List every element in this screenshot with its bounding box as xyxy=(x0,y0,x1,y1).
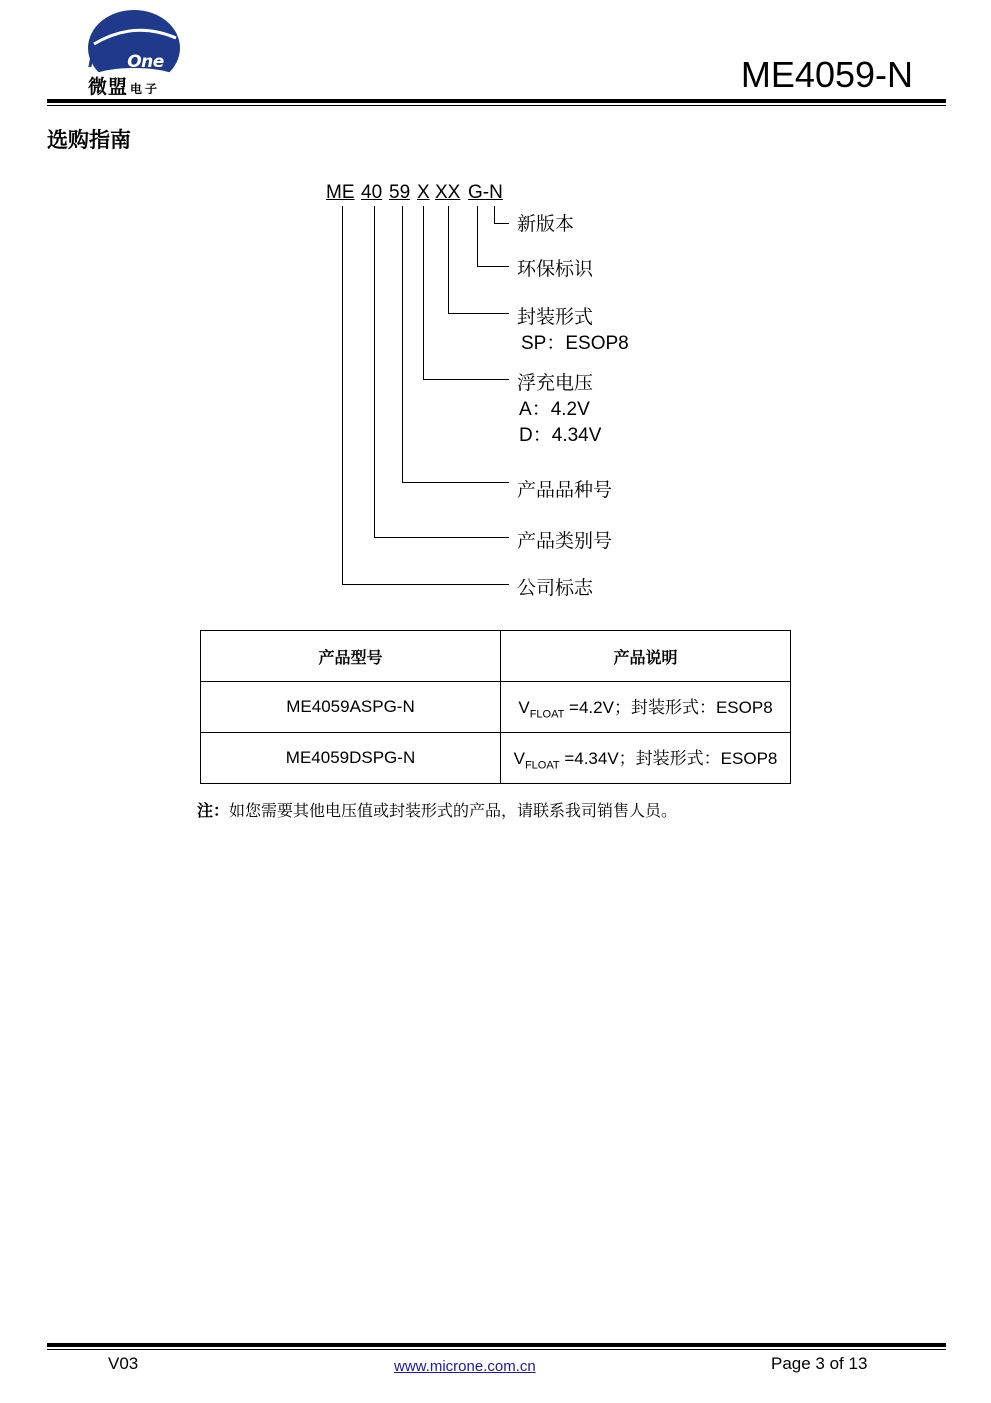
code-segment-company: ME xyxy=(326,182,355,203)
ordering-note: 注：如您需要其他电压值或封装形式的产品，请联系我司销售人员。 xyxy=(197,801,678,820)
leader-eco xyxy=(477,206,478,266)
label-float-voltage: 浮充电压 xyxy=(517,372,594,394)
leader-voltage-h xyxy=(423,379,509,380)
label-voltage-a: A：4.2V xyxy=(519,398,590,420)
table-header-row xyxy=(201,631,791,682)
website-link[interactable]: www.microne.com.cn xyxy=(394,1358,536,1375)
cell-description: $V_{FLOAT} =4.2V$；封装形式：ESOP8 xyxy=(501,682,791,733)
footer-page-number: Page 3 of 13 xyxy=(771,1354,868,1373)
label-package: 封装形式 xyxy=(517,306,594,328)
table-row xyxy=(201,682,791,733)
footer-version: V03 xyxy=(108,1354,139,1373)
cell-model: ME4059ASPG-N xyxy=(201,682,501,733)
leader-voltage xyxy=(423,206,424,379)
leader-package xyxy=(448,206,449,313)
label-new-version: 新版本 xyxy=(517,213,575,235)
leader-variant-h xyxy=(402,482,509,483)
footer-website[interactable] xyxy=(394,1356,536,1376)
code-segment-category: 40 xyxy=(361,182,383,203)
leader-company xyxy=(342,206,343,584)
header-rule-thick xyxy=(47,99,946,103)
label-product-variant: 产品品种号 xyxy=(517,479,613,501)
label-product-category: 产品类别号 xyxy=(517,530,613,552)
document-title: ME4059-N xyxy=(740,54,913,95)
header-rule-thin xyxy=(47,105,946,106)
footer-rule-thick xyxy=(47,1343,946,1347)
label-voltage-d: D：4.34V xyxy=(519,424,602,446)
cell-model: ME4059DSPG-N xyxy=(201,733,501,784)
code-segment-variant: 59 xyxy=(389,182,411,203)
logo-chinese-name: 微盟 电子 xyxy=(88,76,161,98)
code-segment-suffix: G-N xyxy=(468,182,503,203)
code-segment-package: XX xyxy=(435,182,461,203)
table-row xyxy=(201,733,791,784)
leader-company-h xyxy=(342,584,509,585)
leader-version xyxy=(494,206,495,223)
header-model: 产品型号 xyxy=(201,631,501,682)
leader-variant xyxy=(402,206,403,482)
leader-category-h xyxy=(374,537,509,538)
logo-wordmark: MicrOne xyxy=(88,52,164,72)
leader-version-h xyxy=(494,223,509,224)
label-package-sp: SP：ESOP8 xyxy=(521,332,629,354)
cell-description: $V_{FLOAT} =4.34V$；封装形式：ESOP8 xyxy=(501,733,791,784)
ordering-table xyxy=(200,630,791,784)
label-eco: 环保标识 xyxy=(517,258,594,280)
section-title: 选购指南 xyxy=(47,128,131,152)
leader-package-h xyxy=(448,313,509,314)
leader-eco-h xyxy=(477,266,509,267)
code-segment-voltage: X xyxy=(417,182,430,203)
leader-category xyxy=(374,206,375,537)
header-description: 产品说明 xyxy=(501,631,791,682)
footer-rule-thin xyxy=(47,1349,946,1350)
label-company-logo: 公司标志 xyxy=(517,577,594,599)
